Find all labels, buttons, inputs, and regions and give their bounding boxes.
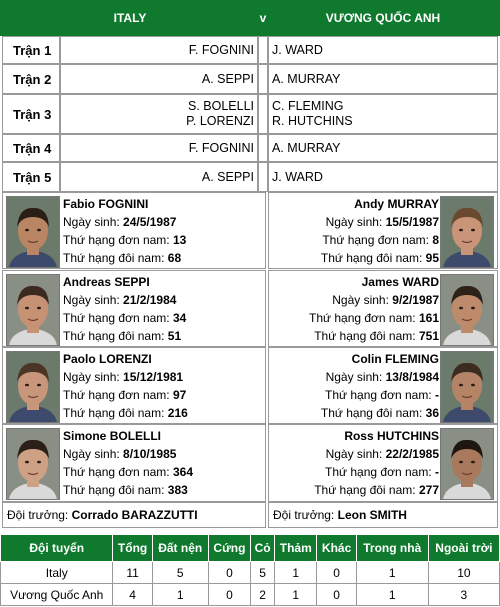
- italy-player-card: [2, 270, 266, 347]
- player-dob: 8/10/1985: [123, 447, 177, 461]
- stats-value-cell: 2: [251, 584, 275, 606]
- stats-column-header: Thảm: [275, 535, 317, 562]
- uk-player-card: [268, 192, 498, 269]
- player-singles-rank: 34: [172, 311, 187, 325]
- italy-player-card: [2, 347, 266, 424]
- player-last-name: FLEMING: [385, 352, 439, 366]
- player-dob: 24/5/1987: [123, 215, 177, 229]
- stats-value-cell: 1: [275, 584, 317, 606]
- player-photo: [440, 274, 494, 346]
- player-first-name: Ross: [344, 429, 374, 443]
- singles-rank-label: Thứ hạng đơn nam:: [325, 465, 432, 479]
- player-dob: 15/12/1981: [123, 370, 184, 384]
- player-dob: 22/2/1985: [385, 447, 439, 461]
- player-first-name: Andreas: [63, 275, 112, 289]
- player-photo-icon: [441, 197, 493, 267]
- player-singles-rank: -: [435, 465, 439, 479]
- stats-value-cell: 0: [317, 562, 356, 584]
- match-italy-players: [60, 64, 258, 94]
- player-singles-rank: 8: [432, 233, 439, 247]
- doubles-rank-label: Thứ hạng đôi nam:: [320, 251, 423, 265]
- doubles-rank-label: Thứ hạng đôi nam:: [314, 329, 416, 343]
- player-info: [314, 427, 439, 499]
- stats-team-cell: Italy: [1, 562, 113, 584]
- match-italy-players: [60, 162, 258, 192]
- player-name: A. SEPPI: [201, 169, 254, 184]
- match-italy-players: [60, 36, 258, 64]
- singles-rank-label: Thứ hạng đơn nam:: [322, 233, 429, 247]
- stats-column-header: Trong nhà: [356, 535, 428, 562]
- stats-column-header: Đội tuyển: [1, 535, 113, 562]
- player-doubles-rank: 51: [167, 329, 182, 343]
- match-italy-players: [60, 134, 258, 162]
- player-name: R. HUTCHINS: [272, 114, 353, 128]
- match-label: Trận 4: [2, 134, 60, 162]
- stats-value-cell: 1: [152, 584, 208, 606]
- stats-header-row: [1, 535, 500, 562]
- player-info: [63, 350, 188, 422]
- player-doubles-rank: 751: [418, 329, 439, 343]
- player-name: J. WARD: [272, 169, 323, 184]
- doubles-rank-label: Thứ hạng đôi nam:: [63, 406, 165, 420]
- player-info: [63, 195, 186, 267]
- captain-italy: [2, 502, 266, 528]
- player-dob: 21/2/1984: [123, 293, 177, 307]
- dob-label: Ngày sinh:: [63, 370, 120, 384]
- player-name: A. MURRAY: [272, 71, 341, 86]
- captain-label: Đội trưởng:: [7, 508, 69, 522]
- doubles-rank-label: Thứ hạng đôi nam:: [63, 483, 165, 497]
- player-name: F. FOGNINI: [188, 42, 254, 57]
- stats-column-header: Khác: [317, 535, 356, 562]
- team-uk-header: VƯƠNG QUỐC ANH: [325, 11, 441, 25]
- singles-rank-label: Thứ hạng đơn nam:: [63, 388, 170, 402]
- stats-value-cell: 1: [275, 562, 317, 584]
- player-info: [321, 195, 439, 267]
- match-separator: [258, 64, 268, 94]
- captain-italy-name: Corrado BARAZZUTTI: [71, 508, 198, 522]
- player-doubles-rank: 216: [167, 406, 188, 420]
- player-name: A. SEPPI: [201, 71, 254, 86]
- stats-value-cell: 5: [152, 562, 208, 584]
- player-photo: [440, 428, 494, 500]
- player-last-name: LORENZI: [99, 352, 152, 366]
- player-last-name: WARD: [402, 275, 439, 289]
- stats-column-header: Cỏ: [251, 535, 275, 562]
- player-first-name: Fabio: [63, 197, 95, 211]
- player-name: F. FOGNINI: [188, 140, 254, 155]
- match-separator: [258, 162, 268, 192]
- player-doubles-rank: 383: [167, 483, 188, 497]
- uk-player-card: [268, 270, 498, 347]
- player-first-name: Andy: [354, 197, 385, 211]
- player-singles-rank: 13: [172, 233, 187, 247]
- player-last-name: HUTCHINS: [377, 429, 439, 443]
- player-doubles-rank: 95: [425, 251, 439, 265]
- match-uk-players: [268, 36, 498, 64]
- stats-value-cell: 0: [208, 584, 250, 606]
- versus-label: v: [259, 11, 267, 25]
- player-last-name: SEPPI: [114, 275, 150, 289]
- player-singles-rank: -: [435, 388, 439, 402]
- player-doubles-rank: 68: [167, 251, 182, 265]
- player-info: [63, 273, 186, 345]
- player-dob: 13/8/1984: [385, 370, 439, 384]
- player-singles-rank: 364: [172, 465, 194, 479]
- player-last-name: FOGNINI: [98, 197, 149, 211]
- match-italy-players: [60, 94, 258, 134]
- singles-rank-label: Thứ hạng đơn nam:: [325, 388, 432, 402]
- match-label: Trận 2: [2, 64, 60, 94]
- dob-label: Ngày sinh:: [325, 447, 383, 461]
- player-last-name: MURRAY: [387, 197, 439, 211]
- stats-value-cell: 11: [113, 562, 152, 584]
- player-doubles-rank: 277: [418, 483, 439, 497]
- stats-column-header: Đất nện: [152, 535, 208, 562]
- player-first-name: Paolo: [63, 352, 96, 366]
- player-name: C. FLEMING: [272, 99, 344, 113]
- singles-rank-label: Thứ hạng đơn nam:: [63, 233, 170, 247]
- match-uk-players: [268, 162, 498, 192]
- singles-rank-label: Thứ hạng đơn nam:: [308, 311, 416, 325]
- dob-label: Ngày sinh:: [325, 215, 383, 229]
- stats-team-cell: Vương Quốc Anh: [1, 584, 113, 606]
- player-photo: [6, 351, 60, 423]
- match-separator: [258, 94, 268, 134]
- doubles-rank-label: Thứ hạng đôi nam:: [63, 251, 165, 265]
- player-photo-icon: [7, 197, 59, 267]
- player-dob: 9/2/1987: [392, 293, 439, 307]
- match-label: Trận 1: [2, 36, 60, 64]
- player-singles-rank: 97: [172, 388, 187, 402]
- player-name: A. MURRAY: [272, 140, 341, 155]
- italy-player-card: [2, 424, 266, 502]
- player-photo-icon: [7, 352, 59, 422]
- uk-player-card: [268, 347, 498, 424]
- head-to-head-stats-table: [0, 534, 500, 606]
- stats-value-cell: 0: [208, 562, 250, 584]
- singles-rank-label: Thứ hạng đơn nam:: [63, 311, 170, 325]
- match-uk-players: [268, 64, 498, 94]
- player-photo-icon: [7, 429, 59, 499]
- stats-row: [1, 584, 500, 606]
- player-singles-rank: 161: [418, 311, 439, 325]
- match-separator: [258, 36, 268, 64]
- match-uk-players: [268, 94, 498, 134]
- uk-player-card: [268, 424, 498, 502]
- doubles-rank-label: Thứ hạng đôi nam:: [314, 483, 416, 497]
- player-photo: [6, 428, 60, 500]
- player-photo: [440, 196, 494, 268]
- stats-value-cell: 4: [113, 584, 152, 606]
- stats-value-cell: 3: [428, 584, 499, 606]
- player-photo-icon: [441, 275, 493, 345]
- stats-column-header: Ngoài trời: [428, 535, 499, 562]
- stats-value-cell: 0: [317, 584, 356, 606]
- captain-label: Đội trưởng:: [273, 508, 335, 522]
- italy-player-card: [2, 192, 266, 269]
- player-photo: [440, 351, 494, 423]
- stats-value-cell: 1: [356, 584, 428, 606]
- player-info: [321, 350, 439, 422]
- player-photo: [6, 196, 60, 268]
- team-italy-header: ITALY: [113, 11, 147, 25]
- stats-column-header: Cứng: [208, 535, 250, 562]
- stats-row: [1, 562, 500, 584]
- player-info: [309, 273, 439, 345]
- singles-rank-label: Thứ hạng đơn nam:: [63, 465, 170, 479]
- player-name: P. LORENZI: [186, 114, 254, 128]
- player-first-name: Simone: [63, 429, 107, 443]
- doubles-rank-label: Thứ hạng đôi nam:: [320, 406, 423, 420]
- stats-value-cell: 5: [251, 562, 275, 584]
- player-doubles-rank: 36: [425, 406, 439, 420]
- stats-value-cell: 10: [428, 562, 499, 584]
- match-label: Trận 5: [2, 162, 60, 192]
- player-info: [63, 427, 193, 499]
- dob-label: Ngày sinh:: [332, 293, 389, 307]
- match-separator: [258, 134, 268, 162]
- dob-label: Ngày sinh:: [63, 215, 120, 229]
- dob-label: Ngày sinh:: [63, 447, 120, 461]
- captain-uk: [268, 502, 498, 528]
- player-dob: 15/5/1987: [385, 215, 439, 229]
- player-photo-icon: [7, 275, 59, 345]
- captain-uk-name: Leon SMITH: [337, 508, 407, 522]
- player-last-name: BOLELLI: [109, 429, 162, 443]
- doubles-rank-label: Thứ hạng đôi nam:: [63, 329, 165, 343]
- player-photo: [6, 274, 60, 346]
- player-photo-icon: [441, 352, 493, 422]
- match-uk-players: [268, 134, 498, 162]
- stats-value-cell: 1: [356, 562, 428, 584]
- player-first-name: Colin: [351, 352, 382, 366]
- dob-label: Ngày sinh:: [325, 370, 383, 384]
- dob-label: Ngày sinh:: [63, 293, 120, 307]
- player-first-name: James: [361, 275, 399, 289]
- player-name: S. BOLELLI: [187, 99, 254, 113]
- match-label: Trận 3: [2, 94, 60, 134]
- player-photo-icon: [441, 429, 493, 499]
- stats-column-header: Tổng: [113, 535, 152, 562]
- player-name: J. WARD: [272, 42, 323, 57]
